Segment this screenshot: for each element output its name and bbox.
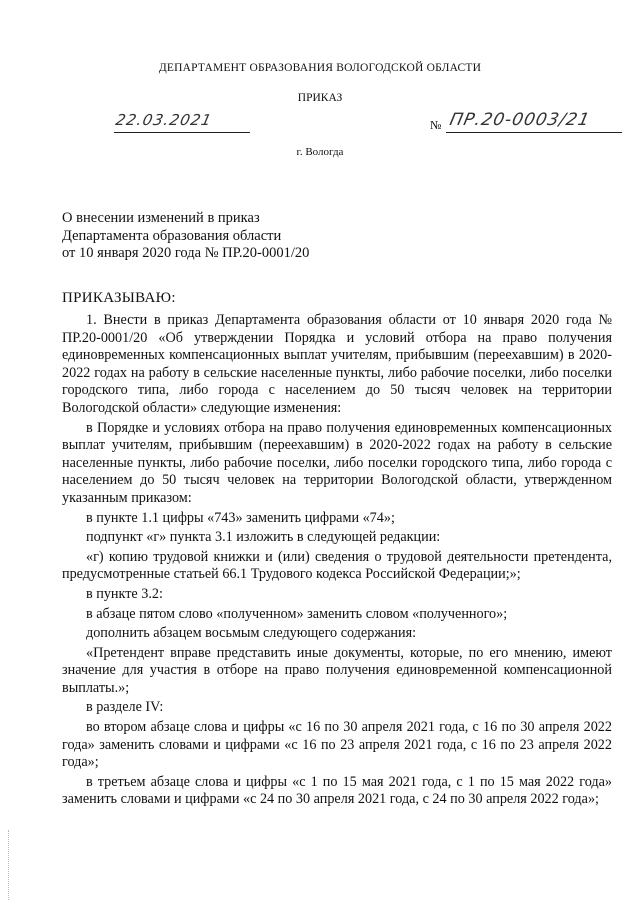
- paragraph: 1. Внести в приказ Департамента образования области от 10 января 2020 года № ПР.20-0001/20 «Об утверждении Порядка и условий отбора на право получения единовременных компенсационных выплат учителям, прибывшим (переехавшим) в 2020-2022 годах на работу в сельские населенные пункты, либо рабочие поселки, либо поселки городского типа, либо города с населением до 50 тысяч человек на территории Вологодской области» следующие изменения:: [62, 312, 612, 416]
- handwritten-number: ПР.20-0003/21: [447, 110, 592, 130]
- number-sign: №: [430, 118, 442, 132]
- date-field: [114, 111, 250, 133]
- paragraph: «Претендент вправе представить иные документы, которые, по его мнению, имеют значение для участия в отборе на право получения единовременной компенсационной выплаты.»;: [62, 644, 612, 696]
- subject-line: О внесении изменений в приказ: [62, 210, 260, 226]
- paragraph: дополнить абзацем восьмым следующего содержания:: [86, 625, 417, 642]
- document-type: ПРИКАЗ: [297, 92, 343, 104]
- paragraph: подпункт «г» пункта 3.1 изложить в следующей редакции:: [86, 529, 441, 546]
- paragraph: в абзаце пятом слово «полученном» заменить словом «полученного»;: [86, 605, 508, 622]
- order-heading: ПРИКАЗЫВАЮ:: [62, 290, 176, 306]
- department-name: ДЕПАРТАМЕНТ ОБРАЗОВАНИЯ ВОЛОГОДСКОЙ ОБЛАСТИ: [158, 62, 482, 74]
- scan-margin-mark: [8, 830, 11, 900]
- paragraph: «г) копию трудовой книжки и (или) сведения о трудовой деятельности претендента, предусмотренные статьей 66.1 Трудового кодекса Российской Федерации;»;: [62, 548, 612, 583]
- paragraph: во втором абзаце слова и цифры «с 16 по 30 апреля 2021 года, с 16 по 30 апреля 2022 года» заменить словами и цифрами «с 16 по 23 апреля 2021 года, с 16 по 23 апреля 2022 года»;: [62, 719, 612, 771]
- subject-line: от 10 января 2020 года № ПР.20-0001/20: [62, 245, 310, 261]
- number-field: [430, 112, 630, 136]
- paragraph: в пункте 3.2:: [86, 585, 163, 602]
- subject-line: Департамента образования области: [62, 227, 282, 244]
- document-subject: [62, 210, 362, 263]
- city-name: г. Вологда: [296, 146, 344, 158]
- handwritten-date: 22.03.2021: [114, 111, 214, 129]
- paragraph: в разделе IV:: [86, 699, 164, 716]
- number-underline: [446, 132, 622, 133]
- paragraph: в третьем абзаце слова и цифры «с 1 по 15 мая 2021 года, с 1 по 15 мая 2022 года» заменить словами и цифрами «с 24 по 30 апреля 2021 года, с 24 по 30 апреля 2022 года»;: [62, 773, 612, 808]
- paragraph: в Порядке и условиях отбора на право получения единовременных компенсационных выплат учителям, прибывшим (переехавшим) в 2020-2022 годах на работу в сельские населенные пункты, либо рабочие поселки, либо поселки городского типа, либо города с населением до 50 тысяч человек на территории Вологодской области, утвержденном указанным приказом:: [62, 419, 612, 506]
- document-body: [62, 312, 612, 811]
- paragraph: в пункте 1.1 цифры «743» заменить цифрами «74»;: [86, 509, 395, 526]
